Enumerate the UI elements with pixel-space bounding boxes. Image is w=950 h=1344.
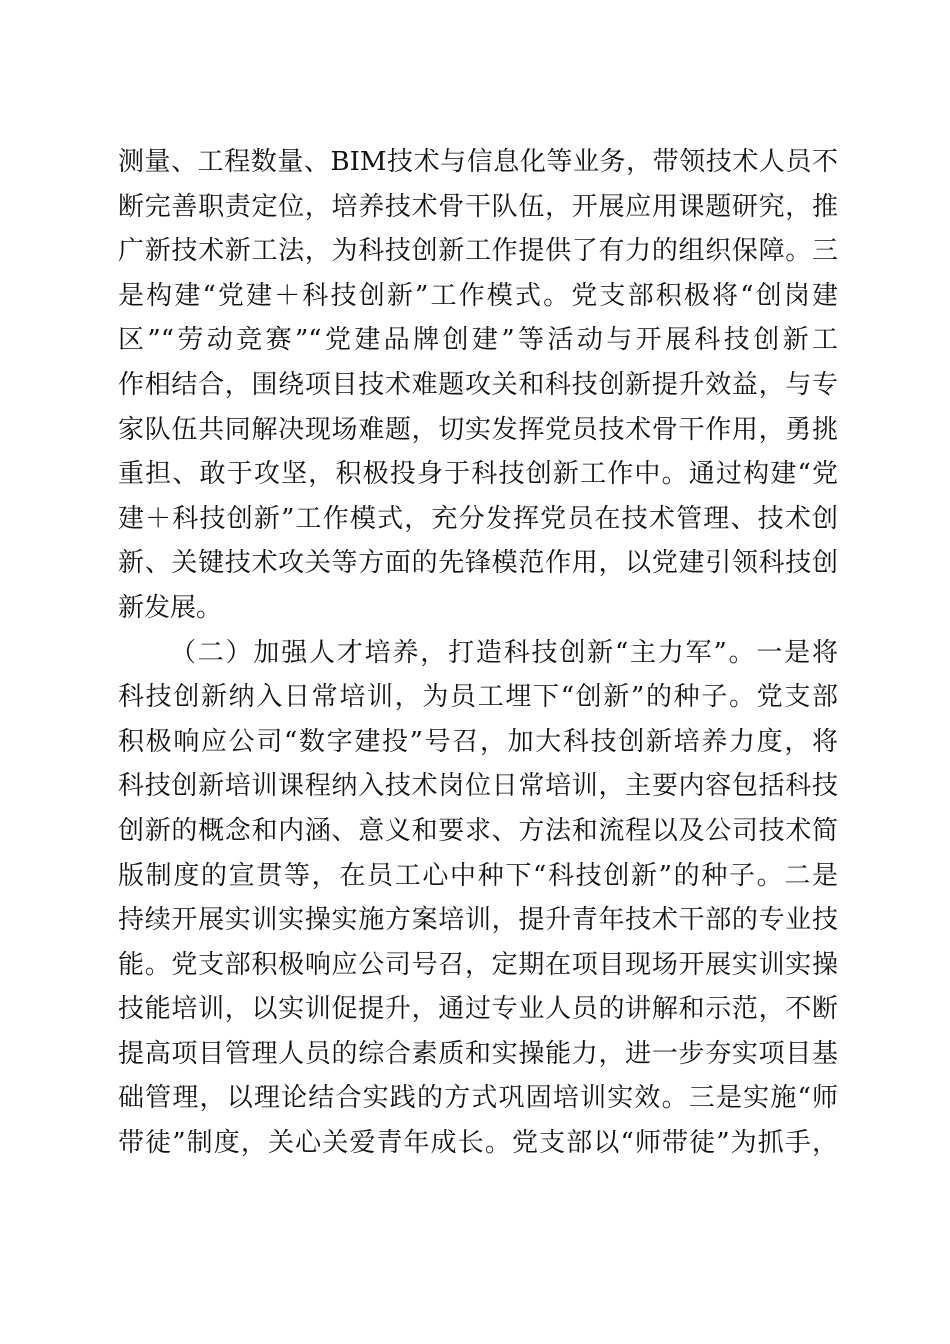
text-line: 科技创新培训课程纳入技术岗位日常培训，主要内容包括科技 <box>118 771 838 802</box>
text-line: 断完善职责定位，培养技术骨干队伍，开展应用课题研究，推 <box>118 191 838 222</box>
text-line: 是构建“党建＋科技创新”工作模式。党支部积极将“创岗建 <box>118 280 838 311</box>
text-line: 版制度的宣贯等，在员工心中种下“科技创新”的种子。二是 <box>118 860 838 891</box>
section-heading-line: （二）加强人才培养，打造科技创新“主力军”。一是将 <box>170 637 838 668</box>
text-line: 带徒”制度，关心关爱青年成长。党支部以“师带徒”为抓手， <box>118 1128 838 1159</box>
paragraph-2 <box>118 631 838 1166</box>
text-line: 提高项目管理人员的综合素质和实操能力，进一步夯实项目基 <box>118 1038 838 1069</box>
paragraph-1 <box>118 140 838 631</box>
text-line: 重担、敢于攻坚，积极投身于科技创新工作中。通过构建“党 <box>118 459 838 490</box>
text-line: 建＋科技创新”工作模式，充分发挥党员在技术管理、技术创 <box>118 503 838 534</box>
text-line: 创新的概念和内涵、意义和要求、方法和流程以及公司技术简 <box>118 815 838 846</box>
text-line: 作相结合，围绕项目技术难题攻关和科技创新提升效益，与专 <box>118 369 838 400</box>
text-line: 区”“劳动竞赛”“党建品牌创建”等活动与开展科技创新工 <box>118 325 838 356</box>
text-line: 能。党支部积极响应公司号召，定期在项目现场开展实训实操 <box>118 949 838 980</box>
text-line: 新、关键技术攻关等方面的先锋模范作用，以党建引领科技创 <box>118 548 838 579</box>
text-line: 础管理，以理论结合实践的方式巩固培训实效。三是实施“师 <box>118 1083 838 1114</box>
text-line: 科技创新纳入日常培训，为员工埋下“创新”的种子。党支部 <box>118 682 838 713</box>
text-line: 技能培训，以实训促提升，通过专业人员的讲解和示范，不断 <box>118 994 838 1025</box>
text-line: 测量、工程数量、BIM技术与信息化等业务，带领技术人员不 <box>118 147 838 177</box>
text-line: 新发展。 <box>118 592 223 623</box>
body-text <box>118 140 838 1166</box>
text-line: 家队伍共同解决现场难题，切实发挥党员技术骨干作用，勇挑 <box>118 414 838 445</box>
text-line: 积极响应公司“数字建投”号召，加大科技创新培养力度，将 <box>118 726 838 757</box>
text-line: 广新技术新工法，为科技创新工作提供了有力的组织保障。三 <box>118 236 838 267</box>
text-line: 持续开展实训实操实施方案培训，提升青年技术干部的专业技 <box>118 905 838 936</box>
